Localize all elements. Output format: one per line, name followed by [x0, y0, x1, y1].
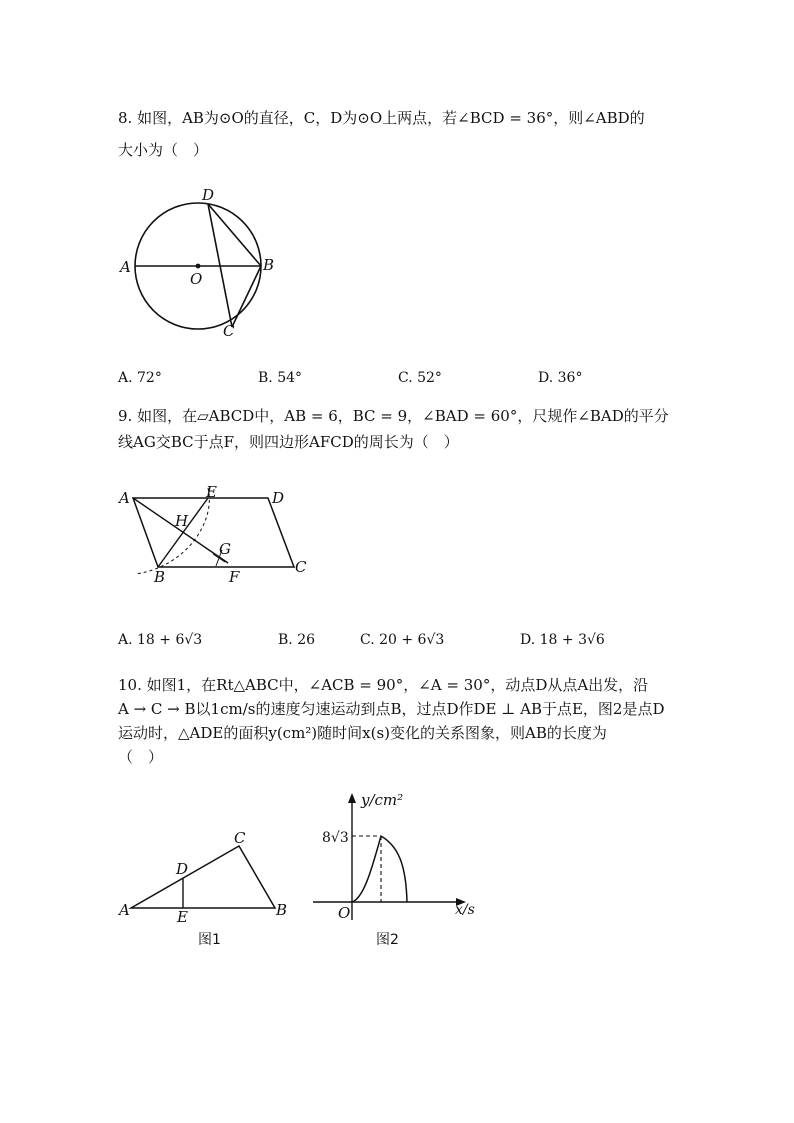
q9-option-a[interactable]: A. 18 + 6√3 — [118, 632, 203, 648]
q10-fig1-label-e: E — [177, 908, 188, 926]
q10-stem-line1: 10. 如图1，在Rt△ABC中，∠ACB = 90°，∠A = 30°，动点D从点A出发，沿 — [118, 676, 649, 694]
q10-fig1-caption: 图1 — [198, 932, 221, 948]
q8-stem-line1: 8. 如图，AB为⊙O的直径，C，D为⊙O上两点，若∠BCD = 36°，则∠ABD的 — [118, 109, 645, 127]
q9-stem-line1: 9. 如图，在▱ABCD中，AB = 6，BC = 9，∠BAD = 60°，尺规作∠BAD的平分 — [118, 407, 669, 425]
q10-fig2-y-value: 8√3 — [322, 830, 349, 846]
q8-stem-line2: 大小为（ ） — [118, 141, 209, 159]
q10-fig2-x-axis-label: x/s — [455, 902, 475, 918]
q8-option-a[interactable]: A. 72° — [118, 370, 162, 386]
q8-option-c[interactable]: C. 52° — [398, 370, 442, 386]
q8-option-b[interactable]: B. 54° — [258, 370, 303, 386]
q10-fig2-y-arrow — [348, 793, 356, 803]
q9-option-d[interactable]: D. 18 + 3√6 — [520, 632, 605, 648]
q9-label-f: F — [229, 568, 240, 586]
q10-fig2-curve-fall — [381, 836, 407, 902]
q9-label-c: C — [295, 558, 307, 576]
q10-stem-line3: 运动时，△ADE的面积y(cm²)随时间x(s)变化的关系图象，则AB的长度为 — [118, 724, 607, 742]
q10-fig2-y-axis-label: y/cm² — [361, 791, 404, 809]
q10-fig1-label-c: C — [234, 829, 246, 847]
q8-label-b: B — [263, 256, 275, 274]
q9-label-a: A — [119, 489, 130, 507]
q10-fig2-caption: 图2 — [376, 932, 399, 948]
q10-stem-line4: （ ） — [118, 748, 164, 766]
q10-fig1-label-a: A — [119, 901, 130, 919]
q8-option-d[interactable]: D. 36° — [538, 370, 583, 386]
q8-label-c: C — [223, 322, 235, 340]
q10-fig2-curve-rise — [352, 836, 381, 902]
q9-stem-line2: 线AG交BC于点F，则四边形AFCD的周长为（ ） — [118, 433, 459, 451]
q10-fig1-label-b: B — [276, 901, 288, 919]
q8-label-d: D — [202, 186, 215, 204]
q9-label-h: H — [175, 512, 189, 530]
q9-label-d: D — [272, 489, 285, 507]
q8-label-o: O — [190, 270, 203, 288]
q9-option-b[interactable]: B. 26 — [278, 632, 316, 648]
q10-fig1-label-d: D — [176, 860, 189, 878]
q8-label-a: A — [120, 258, 131, 276]
q10-stem-line2: A → C → B以1cm/s的速度匀速运动到点B，过点D作DE ⊥ AB于点E，图2是点D — [118, 700, 665, 718]
q9-label-e: E — [206, 483, 217, 501]
q9-label-b: B — [154, 568, 166, 586]
q9-label-g: G — [219, 540, 231, 558]
q10-fig2-origin: O — [338, 904, 351, 922]
q9-option-c[interactable]: C. 20 + 6√3 — [360, 632, 445, 648]
